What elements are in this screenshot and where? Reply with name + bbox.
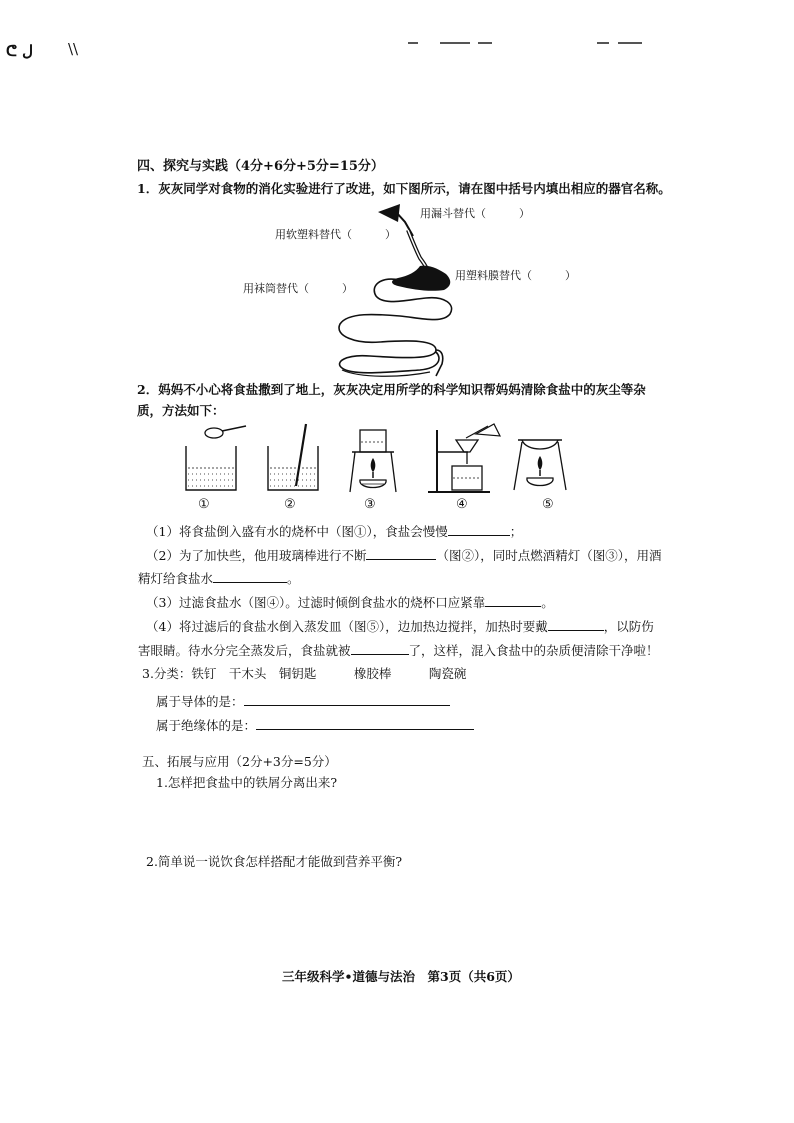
q2-sub4-cont: [138, 643, 659, 658]
q2-sub1-end: ；: [509, 524, 523, 539]
scan-dash: [440, 42, 470, 44]
q2-sub4-text-3: 害眼睛。待水分完全蒸发后，食盐就被: [138, 643, 351, 658]
fig-number-5: ⑤: [542, 497, 554, 512]
q2-sub3-end: 。: [541, 595, 554, 610]
q3-insulator: [156, 718, 474, 733]
alcohol-lamp-beaker-icon: [350, 430, 396, 492]
answer-blank[interactable]: [366, 548, 436, 560]
answer-blank[interactable]: [256, 718, 474, 730]
scan-dash: [478, 42, 492, 44]
answer-blank[interactable]: [351, 643, 409, 655]
section4-heading: 四、探究与实践（4分+6分+5分=15分）: [137, 159, 384, 174]
q2-sub2: [146, 548, 661, 563]
q2-sub1: [146, 524, 522, 539]
beaker-spoon-icon: [186, 426, 246, 490]
label-sock: 用袜筒替代（ ）: [243, 282, 353, 295]
q2-sub4-text: （4）将过滤后的食盐水倒入蒸发皿（图⑤），边加热边搅拌，加热时要戴: [146, 619, 548, 634]
q2-sub3-text: （3）过滤食盐水（图④）。过滤时倾倒食盐水的烧杯口应紧靠: [146, 595, 486, 610]
q3-stem: 3.分类：铁钉 干木头 铜钥匙 橡胶棒 陶瓷碗: [142, 666, 467, 681]
q2-sub2-cont: [138, 571, 300, 586]
q2-sub4-text-4: 了，这样，混入食盐中的杂质便清除干净啦！: [408, 643, 659, 658]
stomach-film: [392, 266, 450, 291]
q3-insulator-label: 属于绝缘体的是：: [156, 718, 257, 733]
answer-blank[interactable]: [244, 694, 450, 706]
fig-number-3: ③: [364, 497, 376, 512]
q2-stem-line1: 2．妈妈不小心将食盐撒到了地上，灰灰决定用所学的科学知识帮妈妈清除食盐中的灰尘等杂: [137, 382, 646, 397]
q2-sub4-text-2: ，以防伤: [603, 619, 654, 634]
scan-dash: [618, 42, 642, 44]
evaporating-dish-icon: [514, 440, 566, 490]
fig-number-4: ④: [456, 497, 468, 512]
answer-blank[interactable]: [213, 571, 287, 583]
answer-blank[interactable]: [548, 619, 604, 631]
q2-sub3: [146, 595, 554, 610]
q2-sub1-text: （1）将食盐倒入盛有水的烧杯中（图①），食盐会慢慢: [146, 524, 448, 539]
q3-conductor-label: 属于导体的是：: [156, 694, 244, 709]
fig-number-1: ①: [198, 497, 210, 512]
section5-q1: 1.怎样把食盐中的铁屑分离出来?: [156, 775, 338, 790]
label-funnel: 用漏斗替代（ ）: [420, 207, 530, 220]
section5-heading: 五、拓展与应用（2分+3分=5分）: [142, 754, 337, 769]
q2-sub2-end: 。: [287, 571, 300, 586]
fig-number-2: ②: [284, 497, 296, 512]
intestine-coil: [339, 279, 452, 373]
beaker-rod-icon: [268, 424, 318, 490]
scan-dash: [597, 42, 609, 44]
scan-mark-left-2: \\: [68, 40, 79, 58]
scan-dash: [408, 42, 418, 44]
section5-q2: 2.简单说一说饮食怎样搭配才能做到营养平衡?: [146, 854, 403, 869]
label-tube: 用软塑料替代（ ）: [275, 228, 396, 241]
page-footer: 三年级科学•道德与法治 第3页（共6页）: [282, 969, 520, 984]
q2-sub4: [146, 619, 654, 634]
q3-conductor: [156, 694, 450, 709]
q2-stem-line2: 质，方法如下：: [137, 403, 225, 418]
q1-stem: 1．灰灰同学对食物的消化实验进行了改进，如下图所示，请在图中括号内填出相应的器官名称。: [137, 181, 671, 196]
q2-sub2-text-3: 精灯给食盐水: [138, 571, 214, 586]
experiment-figures: [170, 420, 590, 500]
scan-mark-left: ᕦ ل: [6, 42, 34, 60]
q2-sub2-text-2: （图②），同时点燃酒精灯（图③），用酒: [436, 548, 662, 563]
filtration-setup-icon: [428, 424, 500, 492]
answer-blank[interactable]: [448, 524, 510, 536]
answer-blank[interactable]: [485, 595, 541, 607]
label-film: 用塑料膜替代（ ）: [455, 269, 576, 282]
q2-sub2-text: （2）为了加快些，他用玻璃棒进行不断: [146, 548, 367, 563]
